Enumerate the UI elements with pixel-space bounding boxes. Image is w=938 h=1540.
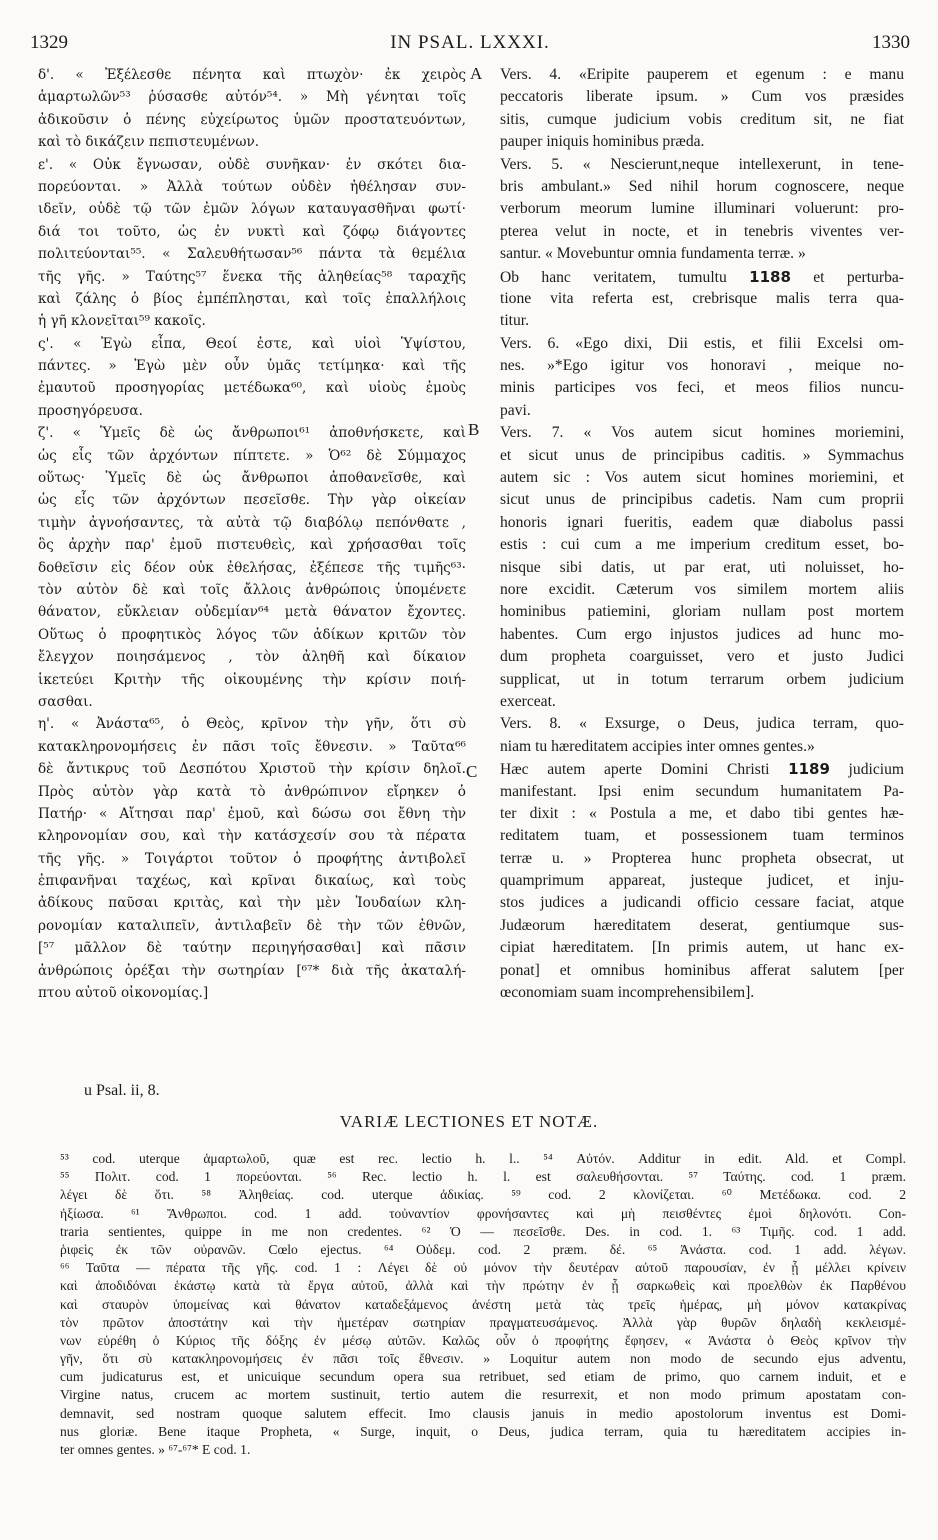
text-line: προσηγόρευσα.	[38, 402, 143, 419]
text-line: ς'. « Ἐγὼ εἶπα, Θεοί ἐστε, καὶ υἱοὶ Ὑψίστου,	[38, 335, 466, 352]
text-segment: judicium	[829, 761, 904, 779]
text-line: Judæorum hæreditatem deserat, gentiumque sus-	[500, 916, 904, 934]
text-line: estis : cui cum a me imperium creditum esset, bo-	[500, 536, 904, 554]
notes-title: VARIÆ LECTIONES ET NOTÆ.	[339, 1112, 599, 1131]
text-line: minis participes vos feci, et meos filios nuncu-	[500, 379, 904, 397]
text-line: dum propheta coarguisset, vero et justo Judici	[500, 648, 904, 666]
text-line: autem sic : Vos autem sicut homines moriemini, et	[500, 469, 904, 487]
text-line: τὸν πρῶτον ἀποστάτην καὶ τὴν ἡμετέραν σωτηρίαν πραγματευσάμενος. Ἀλλὰ γὰρ θυρῶν δηλαδὴ κεκλεισμέ-	[60, 1314, 906, 1330]
text-line: πάντες. » Ἐγὼ μὲν οὖν ὑμᾶς τετίμηκα· καὶ τῆς	[38, 358, 466, 375]
text-line: Πατήρ· « Αἴτησαι παρ' ἐμοῦ, καὶ δώσω σοι ἔθνη τὴν	[38, 805, 466, 822]
text-line: οὕτως· Ὑμεῖς δὲ ὡς ἄνθρωποι ἀποθανεῖσθε, καὶ	[38, 470, 466, 487]
text-line: sicut unus de principibus cadetis. Nam cum proprii	[500, 491, 904, 509]
text-line: κατακληρονομήσεις ἐν πᾶσι τοῖς ἔθνεσιν. » Ταῦτα⁶⁶	[38, 738, 466, 755]
text-line: ⁶⁶ Ταῦτα — πέρατα τῆς γῆς. cod. 1 : Λέγει δὲ οὐ μόνον τὴν δευτέραν αὐτοῦ παρουσίαν, ἐν ᾗ μέλλει κρίνειν	[60, 1260, 906, 1276]
text-line: ἀδικοῦσιν ὁ πένης εὐχείρωτος ὑμῶν προστατευόντων,	[38, 111, 466, 128]
text-segment: Hæc autem aperte Domini Christi	[500, 761, 789, 779]
text-line: ῥιφεὶς ἐκ τῶν οὐρανῶν. Cœlo ejectus. ⁶⁴ Οὐδεμ. cod. 2 præm. δέ. ⁶⁵ Ἀνάστα. cod. 1 add. λέγων.	[60, 1241, 906, 1257]
running-title: IN PSAL. LXXXI.	[390, 32, 550, 53]
margin-letter-b: B	[468, 420, 480, 439]
text-line: et sicut unus de principibus caditis. » Symmachus	[500, 446, 904, 464]
text-line: exerceat.	[500, 692, 556, 710]
text-line: habentes. Cum ergo injustos judices ad hunc mo-	[500, 625, 904, 643]
text-line: œconomiam suam incomprehensibilem].	[500, 984, 755, 1002]
text-line: δ'. « Ἐξέλεσθε πένητα καὶ πτωχὸν· ἐκ χειρὸς	[38, 67, 466, 83]
text-line: διά τοι τοῦτο, ὡς ἐν νυκτὶ καὶ ζόφῳ διάγοντες	[38, 223, 466, 240]
text-line: cipiat hæreditatem. [In primis autem, ut hanc ex-	[500, 939, 904, 957]
text-line: cum judicaturus est, et unicuique secundum opera sua retribuet, sed etiam de primo, quo carnem induit, et e	[60, 1369, 906, 1385]
text-segment: Ob hanc veritatem, tumultu	[500, 268, 750, 286]
page-number-right: 1330	[872, 32, 910, 53]
variant-readings-notes	[60, 1150, 906, 1459]
greek-column	[38, 64, 466, 1004]
text-line: Virgine natus, crucem ac mortem sustinuit, tertio autem die resurrexit, et non modo primum apostatam con-	[60, 1387, 906, 1403]
text-line: supplicat, ut in totum terrarum orbem judicium	[500, 670, 904, 688]
text-line: ἐπιφανῆναι ταχέως, καὶ κρῖναι δικαίως, καὶ τοὺς	[38, 873, 466, 890]
text-line: pavi.	[500, 401, 531, 419]
text-line: πτου αὐτοῦ οἰκονομίας.]	[38, 985, 209, 1002]
text-line: η'. « Ἀνάστα⁶⁵, ὁ Θεὸς, κρῖνον τὴν γῆν, ὅτι σὺ	[38, 716, 466, 733]
text-line: [⁵⁷ μᾶλλον δὲ ταύτην περιηγήσασθαι] καὶ πᾶσιν	[38, 940, 466, 957]
text-line: Οὕτως ὁ προφητικὸς λόγος τῶν ἀδίκων κριτῶν τὸν	[38, 626, 466, 643]
text-line: ρονομίαν καταλιπεῖν, ἀντιλαβεῖν δὲ τὴν τῶν ἐθνῶν,	[38, 917, 466, 934]
text-line: ἀδίκους παῦσαι κριτὰς, καὶ τὴν μὲν Ἰουδαίων κλη-	[38, 895, 466, 912]
text-line: Πρὸς αὐτὸν γὰρ κατὰ τὸ ἀνθρώπινον εἴρηκεν ὁ	[38, 783, 466, 800]
text-line: demnavit, sed nostram quoque salutem effecit. Imo clausis januis in medio apostolorum inventus est Domi-	[60, 1405, 906, 1421]
text-line: honoris ignari fueritis, eadem quæ diabolus passi	[500, 513, 904, 531]
text-line: λέγει δὲ ὅτι. ⁵⁸ Ἀληθείας. cod. uterque ἀδικίας. ⁵⁹ cod. 2 κλονίζεται. ⁶⁰ Μετέδωκα. cod. 2	[60, 1187, 906, 1203]
text-line: hominibus patiemini, gloriam nullam post mortem	[500, 603, 904, 621]
text-line: ὡς εἷς τῶν ἀρχόντων πεσεῖσθε. Τὴν γὰρ οἰκείαν	[38, 492, 466, 509]
text-line: traria sentientes, quippe in me non credentes. ⁶² Ὁ — πεσεῖσθε. Des. in cod. 1. ⁶³ Τιμῆς. cod. 1 add.	[60, 1223, 906, 1239]
text-line: pauper iniquis hominibus præda.	[500, 133, 705, 151]
text-line: ⁵³ cod. uterque ἁμαρτωλοῦ, quæ est rec. lectio h. l.. ⁵⁴ Αὐτόν. Additur in edit. Ald. et Compl.	[60, 1151, 906, 1166]
text-line: πολιτεύονται⁵⁵. « Σαλευθήτωσαν⁵⁶ πάντα τὰ θεμέλια	[38, 246, 466, 263]
text-line: ἱκετεύει Κριτὴν τῆς οἰκουμένης τὴν κρίσιν ποιή-	[38, 671, 466, 688]
margin-letter-c: C	[466, 762, 478, 781]
text-line: nus gloriæ. Bene itaque Propheta, « Surge, inquit, o Deus, judica terram, quia tu hæreditatem accipies in-	[60, 1423, 906, 1439]
page-header	[30, 32, 910, 60]
text-segment: et perturba-	[790, 268, 904, 286]
text-line: πορεύονται. » Ἀλλὰ τούτων οὐδὲν ἠθέλησαν συν-	[38, 178, 466, 195]
text-line: ἡ γῆ κλονεῖται⁵⁹ κακοῖς.	[38, 313, 206, 330]
text-line: sitis, cumque judicium vobis creditum sit, ne fiat	[500, 110, 904, 128]
text-line: τῆς γῆς. » Τοιγάρτοι τοῦτον ὁ προφήτης ἀντιβολεῖ	[38, 850, 466, 867]
text-line: καὶ τὸ δικάζειν πεπιστευμένων.	[38, 134, 260, 151]
text-line-with-page-number	[500, 266, 904, 288]
migne-column-number: 1189	[788, 760, 830, 779]
text-line: nisque sibi datis, ut par erat, uti noluisset, ho-	[500, 558, 904, 576]
text-line: τιμὴν ἀγνοήσαντες, τὰ αὐτὰ τῷ διαβόλῳ πεπόνθατε ,	[38, 514, 466, 531]
text-line: manifestant. Ipsi enim secundum humanitatem Pa-	[500, 782, 904, 800]
text-line: κληρονομίαν σου, καὶ τὴν κατάσχεσίν σου τὰ πέρατα	[38, 828, 466, 845]
text-line: τῆς γῆς. » Ταύτης⁵⁷ ἕνεκα τῆς ἀληθείας⁵⁸ ταραχῆς	[38, 268, 466, 285]
text-line: quamprimum appareat, justeque judicet, et inju-	[500, 872, 904, 890]
text-line: Vers. 5. « Nescierunt,neque intellexerunt, in tene-	[500, 155, 904, 173]
text-line: ⁵⁵ Πολιτ. cod. 1 πορεύονται. ⁵⁶ Rec. lectio h. l. est σαλευθήσονται. ⁵⁷ Ταύτης. cod. 1 præm.	[60, 1169, 906, 1185]
text-line: nes. »*Ego igitur vos honoravi , meique no-	[500, 357, 904, 375]
text-line: τὸν αὐτὸν δὲ καὶ τοῖς ἄλλοις ἀνθρώποις ὑπομένετε	[38, 581, 466, 598]
text-line: ponat] et omnibus hominibus afferat salutem [per	[500, 961, 904, 979]
text-line: terræ u. » Propterea hunc propheta obsecrat, ut	[500, 849, 904, 867]
text-line: γῆν, ὅτι σὺ κατακληρονομήσεις ἐν πᾶσι τοῖς ἔθνεσιν. » Loquitur autem non modo de secundo ejus adventu,	[60, 1351, 906, 1367]
text-line: tione vita referta est, crebrisque malis terra qua-	[500, 289, 904, 307]
text-line: ιδεῖν, οὐδὲ τῷ τῶν ἐμῶν λόγων καταυγασθῆναι φωτί·	[38, 201, 466, 218]
footnote-reference: u Psal. ii, 8.	[84, 1082, 160, 1099]
page-number-left: 1329	[30, 32, 68, 53]
text-line: νων εὑρέθη ὁ Κύριος τῆς δόξης ἐν μέσῳ αὐτῶν. Καλῶς οὖν ὁ προφήτης ἔφησεν, « Ἀνάστα ὁ Θεὸς κρῖνον τὴν	[60, 1332, 906, 1348]
text-line: verborum meorum lumine illuminari voluerunt: pro-	[500, 200, 904, 218]
margin-letter-a: A	[470, 64, 483, 83]
text-line: ἠξίωσα. ⁶¹ Ἄνθρωποι. cod. 1 add. τοὐναντίον φρονήσαντες καὶ μὴ πεισθέντες ἐμοὶ δηλονότι. Con-	[60, 1205, 906, 1221]
text-line: θάνατον, εὔκλειαν οὐδεμίαν⁶⁴ μετὰ θάνατον ἔχοντες.	[38, 604, 466, 621]
text-line: Vers. 6. «Ego dixi, Dii estis, et filii Excelsi om-	[500, 334, 904, 352]
text-line: ζ'. « Ὑμεῖς δὲ ὡς ἄνθρωποι⁶¹ ἀποθνήσκετε, καὶ	[38, 425, 466, 442]
text-line: ter omnes gentes. » ⁶⁷-⁶⁷* E cod. 1.	[60, 1442, 251, 1457]
text-line: titur.	[500, 312, 530, 330]
text-line: ε'. « Οὐκ ἔγνωσαν, οὐδὲ συνῆκαν· ἐν σκότει δια-	[38, 156, 466, 173]
text-line: ὡς εἷς τῶν ἀρχόντων πίπτετε. » Ὁ⁶² δὲ Σύμμαχος	[38, 447, 466, 464]
text-line: καὶ ἀποδιδόναι ἑκάστῳ κατὰ τὰ ἔργα αὐτοῦ, ἀλλὰ καὶ τὴν πρώτην ἐν ᾗ σαρκωθεὶς καὶ προελθὼν ἐκ Παρθένου	[60, 1278, 906, 1294]
text-line: ἔλεγχον ποιησάμενος , τὸν ἀληθῆ καὶ δίκαιον	[38, 649, 466, 666]
text-line: reditatem tuam, et possessionem tuam terminos	[500, 827, 904, 845]
text-line: δοθεῖσιν εἰς δέον οὐκ ἐθελήσας, ἐξέπεσε τῆς τιμῆς⁶³·	[38, 559, 466, 576]
text-line: σασθαι.	[38, 693, 93, 710]
migne-column-number: 1188	[749, 267, 791, 286]
text-line-with-page-number	[500, 758, 904, 780]
text-line: ὃς ἀρχὴν παρ' ἐμοῦ πιστευθεὶς, καὶ χρήσασθαι τοῖς	[38, 537, 466, 554]
text-line: δὲ ἄντικρυς τοῦ Δεσπότου Χριστοῦ τὴν κρίσιν δηλοῖ.	[38, 761, 466, 778]
text-line: ἐμαυτοῦ προσηγορίας μετέδωκα⁶⁰, καὶ υἱοὺς ἐμοὺς	[38, 380, 466, 397]
text-line: ἀνθρώποις ὀρέξαι τὴν σωτηρίαν [⁶⁷* διὰ τῆς ἀκαταλή-	[38, 962, 466, 979]
text-line: ἁμαρτωλῶν⁵³ ῥύσασθε αὐτόν⁵⁴. » Μὴ γένηται τοῖς	[38, 89, 466, 106]
text-line: Vers. 8. « Exsurge, o Deus, judica terram, quo-	[500, 715, 904, 733]
text-line: stos judices a judicandi officio cessare faciat, atque	[500, 894, 904, 912]
text-line: Vers. 4. «Eripite pauperem et egenum : e manu	[500, 66, 904, 83]
text-line: peccatoris liberate ipsum. » Cum vos præsides	[500, 88, 904, 106]
text-line: bris ambulant.» Sed nihil horum cognoscere, neque	[500, 177, 904, 195]
text-line: Vers. 7. « Vos autem sicut homines moriemini,	[500, 424, 904, 442]
latin-column	[500, 64, 904, 1004]
text-line: ter dixit : « Postula a me, et dabo tibi gentes hæ-	[500, 804, 904, 822]
text-line: santur. « Movebuntur omnia fundamenta terræ. »	[500, 245, 806, 263]
text-line: nore excidit. Cæterum vos similem mortem aliis	[500, 580, 904, 598]
text-line: καὶ ζάλης ὁ βίος ἐμπέπλησται, καὶ τοῖς ἐπαλλήλοις	[38, 290, 466, 307]
text-line: pterea velut in nocte, et in tenebris viventes ver-	[500, 222, 904, 240]
text-line: niam tu hæreditatem accipies inter omnes gentes.»	[500, 737, 815, 755]
text-line: καὶ σταυρὸν ὑπομείνας καὶ θάνατον καταδεξάμενος ἀνέστη μετὰ τὰς τρεῖς ἡμέρας, μὴ μόνον κατακρίνας	[60, 1296, 906, 1312]
